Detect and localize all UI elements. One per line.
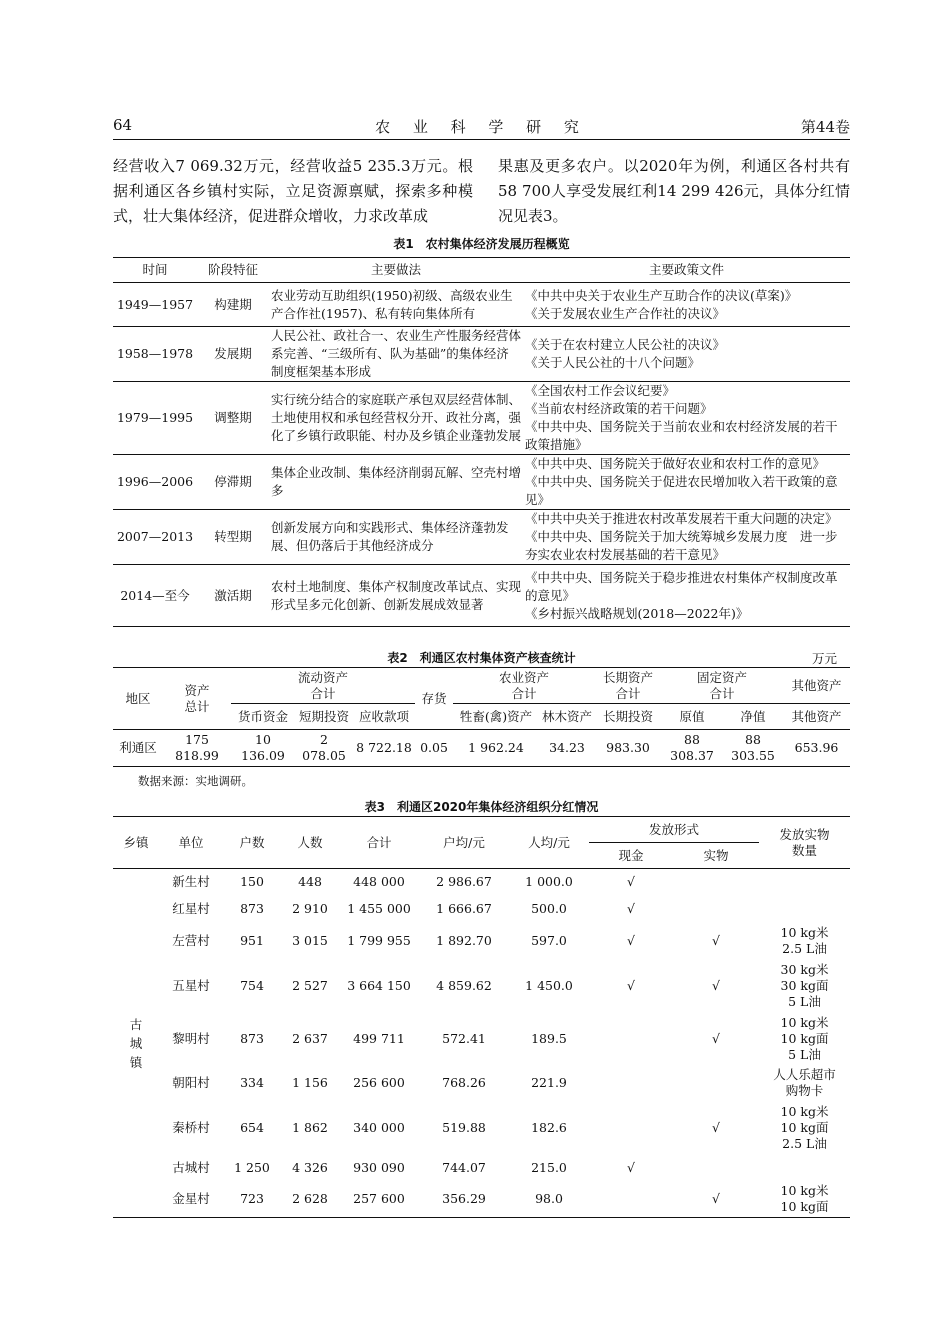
t3-cell-hh: 951 <box>240 932 264 948</box>
item-line: 10 kg面 <box>780 1119 829 1135</box>
policy-item: 《全国农村工作会议纪要》 <box>525 383 676 398</box>
t1-cell: 农村土地制度、集体产权制度改革试点、实现形式呈多元化创新、创新发展成效显著 <box>271 578 522 612</box>
t2-sub: 净值 <box>723 704 783 730</box>
t1-cell: 停滞期 <box>197 455 269 510</box>
t3-cell-pp: 4 326 <box>292 1160 328 1175</box>
t3-cell-total: 499 711 <box>353 1030 405 1046</box>
t3-cell-ppp: 500.0 <box>531 901 567 916</box>
t2-cell: 34.23 <box>539 730 595 767</box>
t3-items <box>759 1182 850 1218</box>
table2-unit: 万元 <box>811 651 837 666</box>
t2-cell: 175 818.99 <box>163 730 231 767</box>
policy-item: 《当前农村经济政策的若干问题》 <box>525 401 713 416</box>
t3-cell-goods: √ <box>712 1030 720 1046</box>
body-text-right: 果惠及更多农户。以2020年为例，利通区各村共有58 700人享受发展红利14 299 426元，具体分红情况见表3。 <box>498 157 850 225</box>
t3-h-households: 户数 <box>223 817 281 869</box>
t1-cell: 1996—2006 <box>113 455 197 510</box>
volume-label: 第44卷 <box>800 118 850 136</box>
item-line: 购物卡 <box>785 1082 824 1098</box>
t3-cell-unit: 新生村 <box>172 874 210 890</box>
t3-cell-total: 1 455 000 <box>347 901 411 916</box>
t1-policies <box>523 283 850 327</box>
t3-cell-phh: 2 986.67 <box>436 874 492 890</box>
t3-cell-ppp: 189.5 <box>531 1030 567 1046</box>
t3-h-per-person: 人均/元 <box>509 817 589 869</box>
t3-cell-ppp: 215.0 <box>531 1160 567 1175</box>
running-header <box>113 116 850 136</box>
table2-caption: 表2 利通区农村集体资产核查统计 <box>387 651 576 665</box>
policy-item: 《中共中央、国务院关于当前农业和农村经济发展的若干政策措施》 <box>525 419 838 452</box>
t3-cell-pp: 2 637 <box>292 1030 328 1046</box>
item-line: 30 kg面 <box>780 977 829 993</box>
t3-cell-total: 448 000 <box>353 874 405 890</box>
item-line: 人人乐超市 <box>773 1066 836 1082</box>
t3-items <box>759 1065 850 1101</box>
t3-cell-pp: 2 628 <box>292 1191 328 1207</box>
t3-cell-ppp: 221.9 <box>531 1074 567 1090</box>
t3-cell-unit: 古城村 <box>172 1160 210 1175</box>
t3-cell-total: 930 090 <box>353 1160 405 1175</box>
t3-cell-ppp: 1 000.0 <box>525 874 573 890</box>
t3-cell-unit: 左营村 <box>172 932 210 948</box>
t3-cell-total: 256 600 <box>353 1074 405 1090</box>
t3-cell-hh: 754 <box>240 977 264 993</box>
t1-cell: 农业劳动互助组织(1950)初级、高级农业生产合作社(1957)、私有转向集体所有 <box>269 283 523 327</box>
t3-cell-hh: 873 <box>240 901 264 916</box>
t1-cell: 1979—1995 <box>113 382 197 455</box>
t3-cell-goods: √ <box>712 932 720 948</box>
t3-items <box>759 1101 850 1155</box>
t3-h-per-household: 户均/元 <box>419 817 509 869</box>
t3-cell-ppp: 182.6 <box>531 1119 567 1135</box>
item-line: 10 kg米 <box>780 1183 829 1199</box>
t1-header: 主要政策文件 <box>523 258 850 283</box>
t3-cell-goods: √ <box>712 1191 720 1207</box>
t3-cell-cash: √ <box>627 874 635 890</box>
table3 <box>113 816 850 1218</box>
page-number: 64 <box>113 116 133 134</box>
t1-cell: 转型期 <box>197 510 269 565</box>
t3-cell-cash <box>589 1101 673 1155</box>
t3-cell-phh: 1 892.70 <box>436 932 492 948</box>
t2-h-region: 地区 <box>125 690 151 706</box>
t3-cell-goods: √ <box>712 977 720 993</box>
t2-h-current: 流动资产 合计 <box>297 669 348 701</box>
item-line: 10 kg米 <box>780 1103 829 1119</box>
t2-h-fixed: 固定资产 合计 <box>696 669 747 701</box>
t2-cell: 983.30 <box>595 730 661 767</box>
t1-cell: 激活期 <box>214 587 252 603</box>
item-line: 2.5 L油 <box>782 1135 827 1151</box>
t3-cell-cash: √ <box>627 977 635 993</box>
t3-cell-pp: 1 862 <box>292 1119 328 1135</box>
t3-cell-total: 257 600 <box>353 1191 405 1207</box>
policy-item: 《中共中央关于推进农村改革发展若干重大问题的决定》 <box>525 511 838 526</box>
t3-cell-phh: 744.07 <box>442 1160 486 1175</box>
t3-h-people: 人数 <box>281 817 339 869</box>
t2-cell: 88 303.55 <box>723 730 783 767</box>
t2-sub: 原值 <box>661 704 723 730</box>
table-row <box>113 565 850 627</box>
policy-item: 《中共中央、国务院关于促进农民增加收入若干政策的意见》 <box>525 474 838 507</box>
t1-header: 阶段特征 <box>197 258 269 283</box>
t2-cell: 653.96 <box>783 730 850 767</box>
t2-cell: 88 308.37 <box>661 730 723 767</box>
policy-item: 《中共中央、国务院关于做好农业和农村工作的意见》 <box>525 456 826 471</box>
policy-item: 《中共中央、国务院关于稳步推进农村集体产权制度改革的意见》 <box>525 569 838 603</box>
item-line: 5 L油 <box>788 1046 821 1062</box>
table-row <box>113 869 850 896</box>
t3-h-cash: 现金 <box>589 843 673 869</box>
t3-cell-cash <box>589 1013 673 1065</box>
table2-source: 数据来源：实地调研。 <box>138 774 253 788</box>
t2-cell: 2 078.05 <box>295 730 353 767</box>
t3-h-items: 发放实物 数量 <box>759 817 850 869</box>
t1-cell: 实行统分结合的家庭联产承包双层经营体制、土地使用权和承包经营权分开、政社分离，强化了乡镇行政职能、村办及乡镇企业蓬勃发展 <box>269 382 523 455</box>
t2-sub: 牲畜(禽)资产 <box>453 704 539 730</box>
t1-policies <box>523 510 850 565</box>
t3-cell-cash: √ <box>627 1160 635 1175</box>
t3-h-unit: 单位 <box>159 817 223 869</box>
t3-cell-ppp: 1 450.0 <box>525 977 573 993</box>
table-row <box>113 959 850 1013</box>
t3-cell-pp: 448 <box>298 874 322 890</box>
t2-sub: 短期投资 <box>295 704 353 730</box>
t2-h-inventory: 存货 <box>421 690 447 706</box>
t1-header: 时间 <box>113 258 197 283</box>
t3-cell-hh: 1 250 <box>234 1160 270 1175</box>
t2-cell: 0.05 <box>415 730 453 767</box>
policy-item: 《乡村振兴战略规划(2018—2022年)》 <box>525 605 749 621</box>
policy-item: 《中共中央、国务院关于加大统筹城乡发展力度 进一步夯实农业农村发展基础的若干意见》 <box>525 529 838 562</box>
table-row <box>113 896 850 923</box>
t3-cell-goods <box>673 1155 759 1182</box>
t1-policies <box>523 565 850 627</box>
t2-cell: 1 962.24 <box>453 730 539 767</box>
t3-cell-unit: 红星村 <box>172 901 210 916</box>
t3-cell-phh: 519.88 <box>442 1119 486 1135</box>
t3-cell-pp: 2 910 <box>292 901 328 916</box>
t3-cell-hh: 873 <box>240 1030 264 1046</box>
t3-cell-total: 1 799 955 <box>347 932 411 948</box>
table-row <box>113 923 850 959</box>
t3-cell-ppp: 597.0 <box>531 932 567 948</box>
t1-cell: 人民公社、政社合一、农业生产性服务经营体系完善、“三级所有、队为基础”的集体经济制度框架基本形成 <box>269 327 523 382</box>
t1-policies <box>523 455 850 510</box>
table-row <box>113 1065 850 1101</box>
table-row <box>113 1013 850 1065</box>
t3-items <box>759 923 850 959</box>
t3-cell-goods <box>673 1065 759 1101</box>
item-line: 10 kg米 <box>780 924 829 940</box>
item-line: 10 kg面 <box>780 1199 829 1215</box>
t2-sub: 林木资产 <box>539 704 595 730</box>
table3-caption: 表3 利通区2020年集体经济组织分红情况 <box>364 800 599 814</box>
t3-cell-phh: 4 859.62 <box>436 977 492 993</box>
t2-h-longterm: 长期资产 合计 <box>602 669 653 701</box>
table2 <box>113 667 850 767</box>
t3-cell-cash <box>589 1065 673 1101</box>
table-row <box>113 455 850 510</box>
policy-item: 《中共中央关于农业生产互助合作的决议(草案)》 <box>525 287 798 303</box>
t3-items <box>759 1155 850 1182</box>
item-line: 10 kg面 <box>780 1030 829 1046</box>
t3-cell-unit: 秦桥村 <box>172 1119 210 1135</box>
t1-cell: 构建期 <box>197 283 269 327</box>
t3-items <box>759 959 850 1013</box>
t3-cell-cash: √ <box>627 901 635 916</box>
t3-town: 古城镇 <box>129 1016 143 1070</box>
t3-cell-phh: 572.41 <box>442 1030 486 1046</box>
t3-cell-unit: 朝阳村 <box>172 1074 210 1090</box>
table-row <box>113 730 850 767</box>
t3-cell-cash: √ <box>627 932 635 948</box>
t1-cell: 集体企业改制、集体经济削弱瓦解、空壳村增多 <box>269 455 523 510</box>
t1-cell: 2007—2013 <box>113 510 197 565</box>
t2-cell: 10 136.09 <box>231 730 295 767</box>
t1-policies <box>523 382 850 455</box>
item-line: 5 L油 <box>788 993 821 1009</box>
t3-items <box>759 896 850 923</box>
t3-h-form: 发放形式 <box>648 821 699 837</box>
t1-cell: 调整期 <box>197 382 269 455</box>
t3-items <box>759 1013 850 1065</box>
t1-cell: 2014—至今 <box>120 587 190 603</box>
t3-cell-goods <box>673 896 759 923</box>
t3-cell-goods <box>673 869 759 896</box>
t2-h-agri: 农业资产 合计 <box>498 669 549 701</box>
t3-cell-ppp: 98.0 <box>535 1191 563 1207</box>
t2-sub: 长期投资 <box>595 704 661 730</box>
t3-cell-hh: 654 <box>240 1119 264 1135</box>
t3-items <box>759 869 850 896</box>
item-line: 2.5 L油 <box>782 940 827 956</box>
t3-h-goods: 实物 <box>673 843 759 869</box>
table-row <box>113 382 850 455</box>
item-line: 10 kg米 <box>780 1014 829 1030</box>
policy-item: 《关于发展农业生产合作社的决议》 <box>525 305 726 321</box>
item-line: 30 kg米 <box>780 961 829 977</box>
policy-item: 《关于在农村建立人民公社的决议》 <box>525 337 726 352</box>
t1-cell: 创新发展方向和实践形式、集体经济蓬勃发展、但仍落后于其他经济成分 <box>269 510 523 565</box>
t1-cell: 1958—1978 <box>113 327 197 382</box>
t3-cell-pp: 1 156 <box>292 1074 328 1090</box>
t3-h-total: 合计 <box>339 817 419 869</box>
table-row <box>113 283 850 327</box>
table-row <box>113 1101 850 1155</box>
t3-cell-unit: 黎明村 <box>172 1030 210 1046</box>
t3-cell-hh: 150 <box>240 874 264 890</box>
t3-cell-pp: 3 015 <box>292 932 328 948</box>
t3-h-town: 乡镇 <box>113 817 159 869</box>
t3-cell-unit: 五星村 <box>172 977 210 993</box>
table-row <box>113 510 850 565</box>
header-rule <box>113 139 850 140</box>
t3-cell-goods: √ <box>712 1119 720 1135</box>
policy-item: 《关于人民公社的十八个问题》 <box>525 355 701 370</box>
table-row <box>113 327 850 382</box>
t1-cell: 1949—1957 <box>113 283 197 327</box>
t1-header: 主要做法 <box>269 258 523 283</box>
t3-cell-hh: 334 <box>240 1074 264 1090</box>
table-row <box>113 1182 850 1218</box>
t2-sub: 其他资产 <box>783 704 850 730</box>
t3-cell-phh: 1 666.67 <box>436 901 492 916</box>
t3-cell-unit: 金星村 <box>172 1191 210 1207</box>
t3-cell-hh: 723 <box>240 1191 264 1207</box>
t2-sub: 货币资金 <box>231 704 295 730</box>
table1 <box>113 257 850 627</box>
t3-cell-phh: 768.26 <box>442 1074 486 1090</box>
table-row <box>113 1155 850 1182</box>
t2-cell: 8 722.18 <box>353 730 415 767</box>
t2-cell: 利通区 <box>113 730 163 767</box>
t3-cell-cash <box>589 1182 673 1218</box>
t3-cell-total: 340 000 <box>353 1119 405 1135</box>
table1-caption: 表1 农村集体经济发展历程概览 <box>393 237 570 251</box>
t1-cell: 发展期 <box>197 327 269 382</box>
body-text-left: 经营收入7 069.32万元，经营收益5 235.3万元。根据利通区各乡镇村实际，立足资源禀赋，探索多种模式，壮大集体经济，促进群众增收，力求改革成 <box>113 157 473 225</box>
t2-sub: 应收款项 <box>353 704 415 730</box>
t3-cell-pp: 2 527 <box>292 977 328 993</box>
t3-cell-phh: 356.29 <box>442 1191 486 1207</box>
journal-title: 农 业 科 学 研 究 <box>375 118 588 136</box>
t2-h-total: 资产 总计 <box>184 682 210 714</box>
t3-cell-total: 3 664 150 <box>347 977 411 993</box>
t1-policies <box>523 327 850 382</box>
t2-h-other: 其他资产 <box>791 677 842 693</box>
